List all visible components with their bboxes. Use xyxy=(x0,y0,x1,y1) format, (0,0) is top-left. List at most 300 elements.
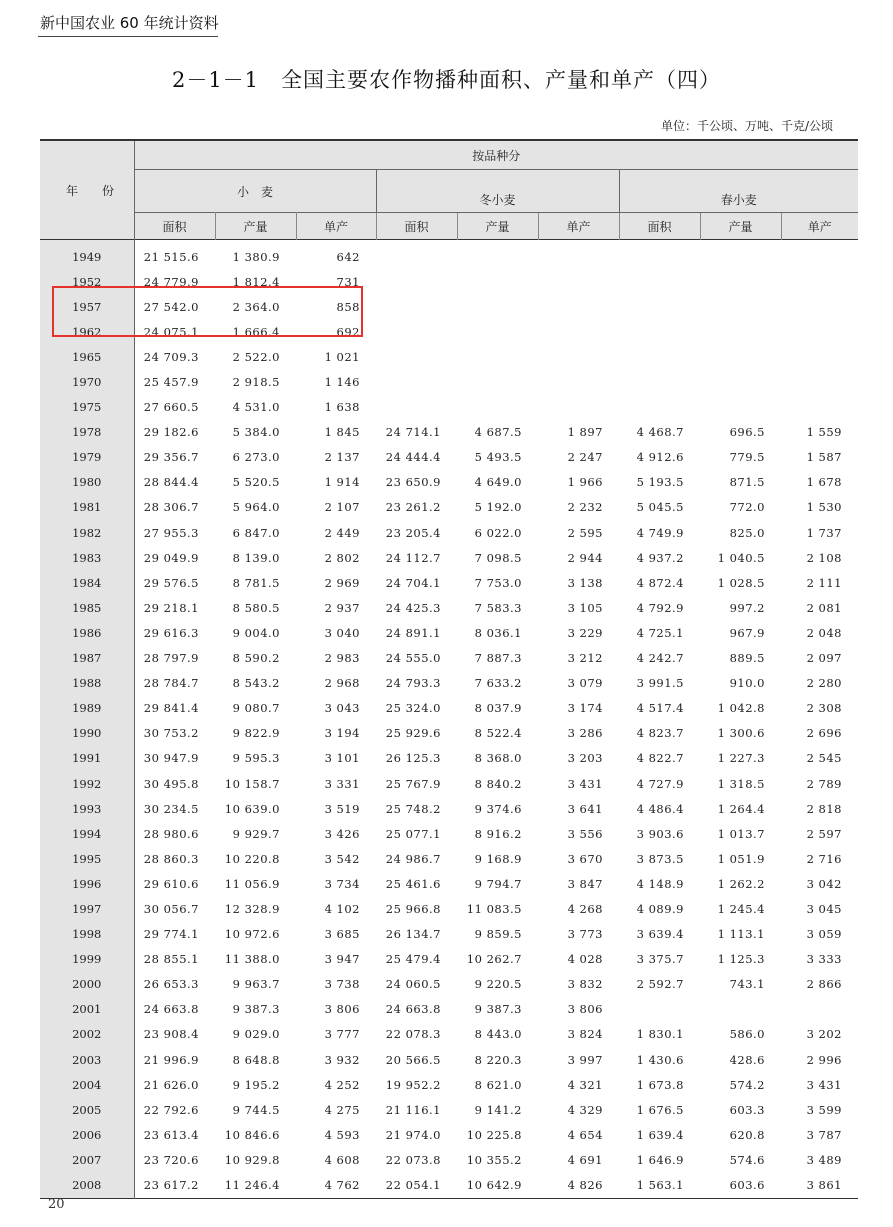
table-row xyxy=(40,1047,858,1072)
value-cell: 1 300.6 xyxy=(717,726,765,741)
value-cell: 3 194 xyxy=(324,726,360,741)
value-cell: 3 040 xyxy=(324,625,360,640)
value-cell: 7 583.3 xyxy=(474,600,522,615)
year-cell: 1979 xyxy=(40,445,134,470)
value-cell xyxy=(457,319,538,344)
value-cell: 4 468.7 xyxy=(636,425,684,440)
value-cell: 9 141.2 xyxy=(474,1102,522,1117)
value-cell: 10 158.7 xyxy=(224,776,280,791)
value-cell: 30 495.8 xyxy=(143,776,199,791)
value-cell: 3 734 xyxy=(324,876,360,891)
value-cell: 9 744.5 xyxy=(232,1102,280,1117)
value-cell: 3 738 xyxy=(324,977,360,992)
value-cell: 25 479.4 xyxy=(385,952,441,967)
value-cell: 1 146 xyxy=(324,375,360,390)
year-cell: 1990 xyxy=(40,721,134,746)
value-cell: 21 626.0 xyxy=(143,1077,199,1092)
value-cell: 3 138 xyxy=(567,575,603,590)
value-cell: 3 639.4 xyxy=(636,927,684,942)
value-cell: 3 079 xyxy=(567,676,603,691)
year-cell: 1981 xyxy=(40,495,134,520)
value-cell: 30 753.2 xyxy=(143,726,199,741)
value-cell: 3 431 xyxy=(806,1077,842,1092)
value-cell: 23 908.4 xyxy=(143,1027,199,1042)
value-cell: 1 676.5 xyxy=(636,1102,684,1117)
value-cell: 9 929.7 xyxy=(232,826,280,841)
value-cell: 1 042.8 xyxy=(717,701,765,716)
value-cell: 3 670 xyxy=(567,851,603,866)
value-cell: 1 638 xyxy=(324,400,360,415)
column-header: 产量 xyxy=(700,213,781,240)
value-cell: 7 887.3 xyxy=(474,651,522,666)
table-row xyxy=(40,570,858,595)
table-row xyxy=(40,595,858,620)
value-cell: 9 374.6 xyxy=(474,801,522,816)
value-cell: 1 264.4 xyxy=(717,801,765,816)
value-cell: 3 991.5 xyxy=(636,676,684,691)
value-cell: 9 168.9 xyxy=(474,851,522,866)
value-cell: 4 937.2 xyxy=(636,550,684,565)
column-header: 单产 xyxy=(296,213,376,240)
value-cell xyxy=(457,269,538,294)
value-cell: 3 787 xyxy=(806,1127,842,1142)
value-cell: 9 195.2 xyxy=(232,1077,280,1092)
value-cell: 8 220.3 xyxy=(474,1052,522,1067)
value-cell: 1 812.4 xyxy=(232,274,280,289)
value-cell: 5 384.0 xyxy=(232,425,280,440)
value-cell xyxy=(619,997,700,1022)
value-cell: 1 673.8 xyxy=(636,1077,684,1092)
value-cell: 24 986.7 xyxy=(385,851,441,866)
value-cell: 2 969 xyxy=(324,575,360,590)
table-row xyxy=(40,445,858,470)
value-cell: 1 914 xyxy=(324,475,360,490)
value-cell: 2 937 xyxy=(324,600,360,615)
value-cell: 10 262.7 xyxy=(466,952,522,967)
table-row xyxy=(40,1022,858,1047)
value-cell: 858 xyxy=(336,299,360,314)
value-cell xyxy=(457,294,538,319)
table-row xyxy=(40,520,858,545)
year-cell: 2006 xyxy=(40,1122,134,1147)
value-cell: 1 587 xyxy=(806,450,842,465)
running-head: 新中国农业 60 年统计资料 xyxy=(40,14,219,32)
unit-note: 单位：千公顷、万吨、千克/公顷 xyxy=(660,119,833,133)
year-cell: 2003 xyxy=(40,1047,134,1072)
value-cell: 9 220.5 xyxy=(474,977,522,992)
column-header: 面积 xyxy=(376,213,457,240)
year-cell: 1978 xyxy=(40,420,134,445)
value-cell: 1 051.9 xyxy=(717,851,765,866)
value-cell: 3 489 xyxy=(806,1152,842,1167)
value-cell: 24 779.9 xyxy=(143,274,199,289)
value-cell: 12 328.9 xyxy=(224,901,280,916)
value-cell: 7 753.0 xyxy=(474,575,522,590)
value-cell: 9 080.7 xyxy=(232,701,280,716)
value-cell: 4 517.4 xyxy=(636,701,684,716)
value-cell: 24 793.3 xyxy=(385,676,441,691)
running-head-rule xyxy=(38,36,218,37)
value-cell: 1 530 xyxy=(806,500,842,515)
value-cell: 26 134.7 xyxy=(385,927,441,942)
value-cell xyxy=(700,395,781,420)
value-cell: 8 522.4 xyxy=(474,726,522,741)
value-cell: 4 762 xyxy=(324,1178,360,1193)
value-cell: 6 022.0 xyxy=(474,525,522,540)
value-cell: 2 137 xyxy=(324,450,360,465)
year-cell: 1996 xyxy=(40,871,134,896)
table-row xyxy=(40,671,858,696)
value-cell xyxy=(376,294,457,319)
table-row xyxy=(40,369,858,394)
column-header: 产量 xyxy=(215,213,296,240)
value-cell: 3 431 xyxy=(567,776,603,791)
column-header: 面积 xyxy=(619,213,700,240)
value-cell: 27 660.5 xyxy=(143,400,199,415)
value-cell: 4 148.9 xyxy=(636,876,684,891)
value-cell: 3 773 xyxy=(567,927,603,942)
table-row xyxy=(40,947,858,972)
value-cell: 29 182.6 xyxy=(143,425,199,440)
value-cell: 25 324.0 xyxy=(385,701,441,716)
value-cell: 3 873.5 xyxy=(636,851,684,866)
value-cell xyxy=(538,269,619,294)
value-cell: 8 840.2 xyxy=(474,776,522,791)
table-row xyxy=(40,846,858,871)
year-cell: 1952 xyxy=(40,269,134,294)
value-cell: 3 832 xyxy=(567,977,603,992)
value-cell: 3 861 xyxy=(806,1178,842,1193)
value-cell: 10 846.6 xyxy=(224,1127,280,1142)
value-cell: 731 xyxy=(336,274,360,289)
value-cell: 5 045.5 xyxy=(636,500,684,515)
value-cell: 23 617.2 xyxy=(143,1178,199,1193)
value-cell: 2 983 xyxy=(324,651,360,666)
value-cell: 25 966.8 xyxy=(385,901,441,916)
value-cell: 21 116.1 xyxy=(385,1102,441,1117)
value-cell xyxy=(457,240,538,270)
year-cell: 1998 xyxy=(40,922,134,947)
value-cell: 24 663.8 xyxy=(385,1002,441,1017)
value-cell: 3 331 xyxy=(324,776,360,791)
value-cell: 10 355.2 xyxy=(466,1152,522,1167)
value-cell: 586.0 xyxy=(729,1027,765,1042)
value-cell: 2 866 xyxy=(806,977,842,992)
value-cell: 3 777 xyxy=(324,1027,360,1042)
year-cell: 1993 xyxy=(40,796,134,821)
value-cell: 1 830.1 xyxy=(636,1027,684,1042)
column-header: 面积 xyxy=(134,213,215,240)
value-cell: 3 375.7 xyxy=(636,952,684,967)
value-cell: 910.0 xyxy=(729,676,765,691)
value-cell xyxy=(781,269,858,294)
value-cell: 24 891.1 xyxy=(385,625,441,640)
table-row xyxy=(40,240,858,270)
table-row xyxy=(40,620,858,645)
value-cell: 8 443.0 xyxy=(474,1027,522,1042)
value-cell: 25 457.9 xyxy=(143,375,199,390)
value-cell: 4 531.0 xyxy=(232,400,280,415)
value-cell: 9 387.3 xyxy=(232,1002,280,1017)
value-cell: 7 098.5 xyxy=(474,550,522,565)
year-cell: 1989 xyxy=(40,696,134,721)
value-cell: 29 356.7 xyxy=(143,450,199,465)
table-row xyxy=(40,972,858,997)
value-cell: 9 822.9 xyxy=(232,726,280,741)
value-cell: 4 749.9 xyxy=(636,525,684,540)
value-cell: 967.9 xyxy=(729,625,765,640)
value-cell: 29 576.5 xyxy=(143,575,199,590)
value-cell xyxy=(619,294,700,319)
value-cell: 29 774.1 xyxy=(143,927,199,942)
value-cell: 21 515.6 xyxy=(143,249,199,264)
value-cell: 30 947.9 xyxy=(143,751,199,766)
value-cell: 3 932 xyxy=(324,1052,360,1067)
value-cell: 23 613.4 xyxy=(143,1127,199,1142)
value-cell: 3 599 xyxy=(806,1102,842,1117)
value-cell: 8 580.5 xyxy=(232,600,280,615)
value-cell: 4 826 xyxy=(567,1178,603,1193)
value-cell: 871.5 xyxy=(729,475,765,490)
value-cell xyxy=(457,369,538,394)
value-cell: 11 083.5 xyxy=(466,901,522,916)
value-cell: 428.6 xyxy=(729,1052,765,1067)
value-cell: 9 004.0 xyxy=(232,625,280,640)
value-cell: 24 112.7 xyxy=(385,550,441,565)
value-cell: 1 318.5 xyxy=(717,776,765,791)
year-cell: 2005 xyxy=(40,1097,134,1122)
value-cell: 28 980.6 xyxy=(143,826,199,841)
value-cell: 26 653.3 xyxy=(143,977,199,992)
value-cell: 1 040.5 xyxy=(717,550,765,565)
value-cell: 6 847.0 xyxy=(232,525,280,540)
value-cell: 603.3 xyxy=(729,1102,765,1117)
value-cell: 8 590.2 xyxy=(232,651,280,666)
value-cell: 4 593 xyxy=(324,1127,360,1142)
value-cell: 3 519 xyxy=(324,801,360,816)
value-cell: 4 089.9 xyxy=(636,901,684,916)
year-cell: 1985 xyxy=(40,595,134,620)
wheat-header: 小 麦 xyxy=(134,170,376,213)
value-cell: 26 125.3 xyxy=(385,751,441,766)
value-cell: 1 646.9 xyxy=(636,1152,684,1167)
table-row xyxy=(40,796,858,821)
value-cell: 22 054.1 xyxy=(385,1178,441,1193)
value-cell: 5 520.5 xyxy=(232,475,280,490)
value-cell: 4 691 xyxy=(567,1152,603,1167)
value-cell: 29 049.9 xyxy=(143,550,199,565)
value-cell xyxy=(700,369,781,394)
value-cell: 1 380.9 xyxy=(232,249,280,264)
value-cell xyxy=(376,369,457,394)
value-cell: 25 077.1 xyxy=(385,826,441,841)
year-cell: 1965 xyxy=(40,344,134,369)
value-cell: 2 308 xyxy=(806,701,842,716)
value-cell: 10 929.8 xyxy=(224,1152,280,1167)
value-cell xyxy=(376,319,457,344)
value-cell: 2 996 xyxy=(806,1052,842,1067)
value-cell: 1 639.4 xyxy=(636,1127,684,1142)
value-cell: 3 229 xyxy=(567,625,603,640)
value-cell: 696.5 xyxy=(729,425,765,440)
value-cell: 28 860.3 xyxy=(143,851,199,866)
value-cell: 5 192.0 xyxy=(474,500,522,515)
value-cell: 1 563.1 xyxy=(636,1178,684,1193)
value-cell: 8 648.8 xyxy=(232,1052,280,1067)
value-cell xyxy=(538,369,619,394)
value-cell xyxy=(781,240,858,270)
table-row xyxy=(40,470,858,495)
table-row xyxy=(40,1072,858,1097)
value-cell: 29 218.1 xyxy=(143,600,199,615)
value-cell: 3 685 xyxy=(324,927,360,942)
value-cell: 2 081 xyxy=(806,600,842,615)
table-row xyxy=(40,420,858,445)
value-cell: 2 111 xyxy=(806,575,842,590)
value-cell: 28 306.7 xyxy=(143,500,199,515)
table-row xyxy=(40,1097,858,1122)
value-cell: 2 802 xyxy=(324,550,360,565)
value-cell: 3 806 xyxy=(324,1002,360,1017)
table-row xyxy=(40,1122,858,1147)
value-cell: 743.1 xyxy=(729,977,765,992)
value-cell: 4 792.9 xyxy=(636,600,684,615)
table-row xyxy=(40,896,858,921)
value-cell: 2 364.0 xyxy=(232,299,280,314)
value-cell: 4 608 xyxy=(324,1152,360,1167)
value-cell: 23 205.4 xyxy=(385,525,441,540)
value-cell: 11 246.4 xyxy=(224,1178,280,1193)
year-cell: 1984 xyxy=(40,570,134,595)
value-cell: 2 789 xyxy=(806,776,842,791)
table-row xyxy=(40,997,858,1022)
table-body xyxy=(40,240,858,1199)
value-cell xyxy=(619,369,700,394)
value-cell: 1 262.2 xyxy=(717,876,765,891)
winter-wheat-header: 冬小麦 xyxy=(376,170,619,213)
value-cell: 2 097 xyxy=(806,651,842,666)
value-cell xyxy=(619,395,700,420)
value-cell: 4 486.4 xyxy=(636,801,684,816)
value-cell: 4 028 xyxy=(567,952,603,967)
value-cell: 25 748.2 xyxy=(385,801,441,816)
value-cell: 3 556 xyxy=(567,826,603,841)
value-cell: 30 234.5 xyxy=(143,801,199,816)
value-cell: 1 430.6 xyxy=(636,1052,684,1067)
value-cell: 620.8 xyxy=(729,1127,765,1142)
value-cell: 11 056.9 xyxy=(224,876,280,891)
value-cell: 2 048 xyxy=(806,625,842,640)
value-cell: 4 252 xyxy=(324,1077,360,1092)
value-cell: 4 823.7 xyxy=(636,726,684,741)
value-cell: 10 225.8 xyxy=(466,1127,522,1142)
value-cell: 3 806 xyxy=(567,1002,603,1017)
value-cell: 3 997 xyxy=(567,1052,603,1067)
value-cell: 11 388.0 xyxy=(224,952,280,967)
table-row xyxy=(40,922,858,947)
value-cell: 1 845 xyxy=(324,425,360,440)
value-cell: 2 597 xyxy=(806,826,842,841)
table-row xyxy=(40,1172,858,1198)
year-cell: 1975 xyxy=(40,395,134,420)
value-cell: 8 916.2 xyxy=(474,826,522,841)
value-cell: 28 784.7 xyxy=(143,676,199,691)
value-cell: 10 220.8 xyxy=(224,851,280,866)
value-cell: 4 321 xyxy=(567,1077,603,1092)
table-row xyxy=(40,1147,858,1172)
value-cell xyxy=(781,319,858,344)
table-row xyxy=(40,344,858,369)
value-cell: 3 043 xyxy=(324,701,360,716)
value-cell: 4 329 xyxy=(567,1102,603,1117)
value-cell: 4 649.0 xyxy=(474,475,522,490)
value-cell: 1 013.7 xyxy=(717,826,765,841)
value-cell: 1 966 xyxy=(567,475,603,490)
year-cell: 2008 xyxy=(40,1172,134,1198)
table-row xyxy=(40,871,858,896)
table-row xyxy=(40,646,858,671)
value-cell: 889.5 xyxy=(729,651,765,666)
value-cell: 2 716 xyxy=(806,851,842,866)
value-cell: 24 444.4 xyxy=(385,450,441,465)
value-cell: 28 855.1 xyxy=(143,952,199,967)
value-cell xyxy=(376,240,457,270)
value-cell: 3 203 xyxy=(567,751,603,766)
value-cell: 21 974.0 xyxy=(385,1127,441,1142)
value-cell: 24 709.3 xyxy=(143,349,199,364)
value-cell: 1 559 xyxy=(806,425,842,440)
year-cell: 1962 xyxy=(40,319,134,344)
value-cell: 3 641 xyxy=(567,801,603,816)
page-number: 20 xyxy=(48,1197,65,1212)
highlight-annotation-box xyxy=(52,286,363,337)
value-cell: 2 696 xyxy=(806,726,842,741)
value-cell: 9 794.7 xyxy=(474,876,522,891)
value-cell: 5 964.0 xyxy=(232,500,280,515)
column-header: 产量 xyxy=(457,213,538,240)
value-cell: 19 952.2 xyxy=(385,1077,441,1092)
column-header: 单产 xyxy=(538,213,619,240)
value-cell: 8 368.0 xyxy=(474,751,522,766)
value-cell xyxy=(619,269,700,294)
value-cell: 25 767.9 xyxy=(385,776,441,791)
value-cell: 4 725.1 xyxy=(636,625,684,640)
value-cell: 24 663.8 xyxy=(143,1002,199,1017)
value-cell: 25 461.6 xyxy=(385,876,441,891)
value-cell xyxy=(700,344,781,369)
value-cell: 3 059 xyxy=(806,927,842,942)
value-cell: 574.2 xyxy=(729,1077,765,1092)
table-row xyxy=(40,771,858,796)
table-row xyxy=(40,395,858,420)
value-cell xyxy=(781,395,858,420)
value-cell: 3 542 xyxy=(324,851,360,866)
table-title: 2－1－1 全国主要农作物播种面积、产量和单产（四） xyxy=(171,68,722,92)
value-cell: 24 714.1 xyxy=(385,425,441,440)
value-cell: 3 947 xyxy=(324,952,360,967)
value-cell: 24 060.5 xyxy=(385,977,441,992)
year-cell: 2001 xyxy=(40,997,134,1022)
value-cell: 4 102 xyxy=(324,901,360,916)
year-cell: 1999 xyxy=(40,947,134,972)
value-cell: 4 268 xyxy=(567,901,603,916)
value-cell: 1 125.3 xyxy=(717,952,765,967)
value-cell: 10 639.0 xyxy=(224,801,280,816)
value-cell: 24 555.0 xyxy=(385,651,441,666)
value-cell: 25 929.6 xyxy=(385,726,441,741)
value-cell: 8 037.9 xyxy=(474,701,522,716)
value-cell: 9 387.3 xyxy=(474,1002,522,1017)
